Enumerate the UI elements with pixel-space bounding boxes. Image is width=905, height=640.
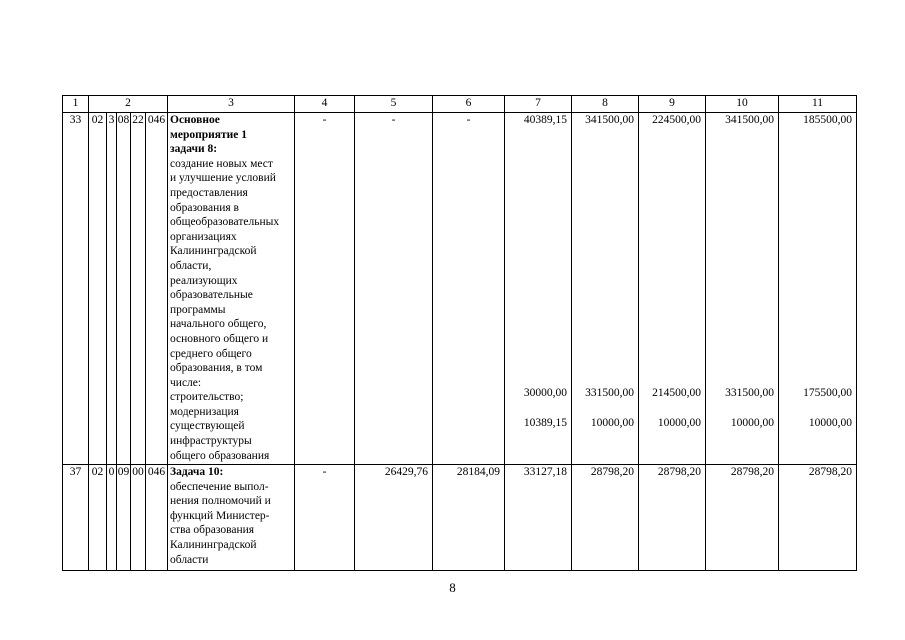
description-line: предоставления <box>170 186 248 199</box>
description-line: реализующих <box>170 274 238 287</box>
row-number: 33 <box>63 113 89 465</box>
header-cell: 5 <box>355 96 433 113</box>
description-line: существующей <box>170 420 245 433</box>
header-cell: 6 <box>433 96 505 113</box>
header-cell: 10 <box>706 96 779 113</box>
title-line: Основное <box>170 114 220 126</box>
code-cell: 00 <box>131 465 146 571</box>
value-cell <box>572 113 639 465</box>
modernization-value: 10389,15 <box>523 417 567 429</box>
total-value: 40389,15 <box>523 114 567 126</box>
description-line: функций Министер- <box>170 509 270 522</box>
modernization-value: 10000,00 <box>730 417 774 429</box>
header-cell: 1 <box>63 96 89 113</box>
construction-value: 30000,00 <box>523 387 567 399</box>
value-cell <box>639 113 706 465</box>
value-cell: 28798,20 <box>639 465 706 571</box>
description-line: среднего общего <box>170 347 252 360</box>
description-line: образовательные <box>170 289 253 302</box>
description-line: организациях <box>170 230 237 243</box>
total-value: 224500,00 <box>652 114 701 126</box>
total-value: 185500,00 <box>803 114 852 126</box>
code-cell: 0 <box>107 465 117 571</box>
description-title <box>170 113 293 157</box>
title-line: задачи 8: <box>170 143 218 156</box>
modernization-value: 10000,00 <box>590 417 634 429</box>
header-cell: 7 <box>505 96 572 113</box>
description-line: Калининградской <box>170 538 257 551</box>
construction-value: 175500,00 <box>803 387 852 399</box>
description-line: обеспечение выпол- <box>170 480 269 493</box>
code-cell: 3 <box>107 113 117 465</box>
description-line: образования в <box>170 201 239 214</box>
description-cell <box>168 113 295 465</box>
description-line: числе: <box>170 376 202 389</box>
row-number: 37 <box>63 465 89 571</box>
value-cell: 28798,20 <box>572 465 639 571</box>
code-cell: 09 <box>117 465 131 571</box>
construction-value: 331500,00 <box>585 387 634 399</box>
total-value: 341500,00 <box>725 114 774 126</box>
page-number: 8 <box>449 580 456 595</box>
title-line: мероприятие 1 <box>170 128 247 141</box>
value-cell: - <box>295 465 355 571</box>
description-line: и улучшение условий <box>170 172 276 185</box>
description-cell <box>168 465 295 571</box>
description-title: Задача 10: <box>170 466 224 478</box>
description-line: общего образования <box>170 449 270 462</box>
construction-value: 214500,00 <box>652 387 701 399</box>
description-line: ства образования <box>170 524 255 537</box>
value-cell: 28798,20 <box>706 465 779 571</box>
code-cell: 22 <box>131 113 146 465</box>
value-cell: 26429,76 <box>355 465 433 571</box>
description-line: общеобразовательных <box>170 216 280 229</box>
description-line: области, <box>170 259 212 272</box>
header-cell: 9 <box>639 96 706 113</box>
description-line: программы <box>170 303 226 316</box>
header-cell: 4 <box>295 96 355 113</box>
value-cell: - <box>295 113 355 465</box>
description-line: нения полномочий и <box>170 495 271 508</box>
description-line: модернизация <box>170 405 239 418</box>
value-cell: 33127,18 <box>505 465 572 571</box>
table-row <box>63 465 857 571</box>
value-cell: - <box>355 113 433 465</box>
header-cell: 2 <box>89 96 168 113</box>
value-cell: 28184,09 <box>433 465 505 571</box>
description-line: области <box>170 553 209 566</box>
value-cell <box>505 113 572 465</box>
code-cell: 046 <box>146 113 168 465</box>
table-row <box>63 113 857 465</box>
description-line: Калининградской <box>170 245 257 258</box>
header-cell: 11 <box>779 96 857 113</box>
construction-value: 331500,00 <box>725 387 774 399</box>
value-cell <box>779 113 857 465</box>
description-line: начального общего, <box>170 318 267 331</box>
description-line: строительство; <box>170 391 244 404</box>
code-cell: 046 <box>146 465 168 571</box>
description-line: инфраструктуры <box>170 435 252 448</box>
header-cell: 3 <box>168 96 295 113</box>
total-value: 341500,00 <box>585 114 634 126</box>
table-header-row <box>63 96 857 113</box>
budget-table <box>62 95 857 571</box>
code-cell: 02 <box>89 113 107 465</box>
description-line: основного общего и <box>170 332 269 345</box>
value-cell: - <box>433 113 505 465</box>
description-line: создание новых мест <box>170 157 273 170</box>
modernization-value: 10000,00 <box>657 417 701 429</box>
value-cell <box>706 113 779 465</box>
code-cell: 02 <box>89 465 107 571</box>
header-cell: 8 <box>572 96 639 113</box>
description-line: образования, в том <box>170 362 263 375</box>
value-cell: 28798,20 <box>779 465 857 571</box>
modernization-value: 10000,00 <box>808 417 852 429</box>
code-cell: 08 <box>117 113 131 465</box>
